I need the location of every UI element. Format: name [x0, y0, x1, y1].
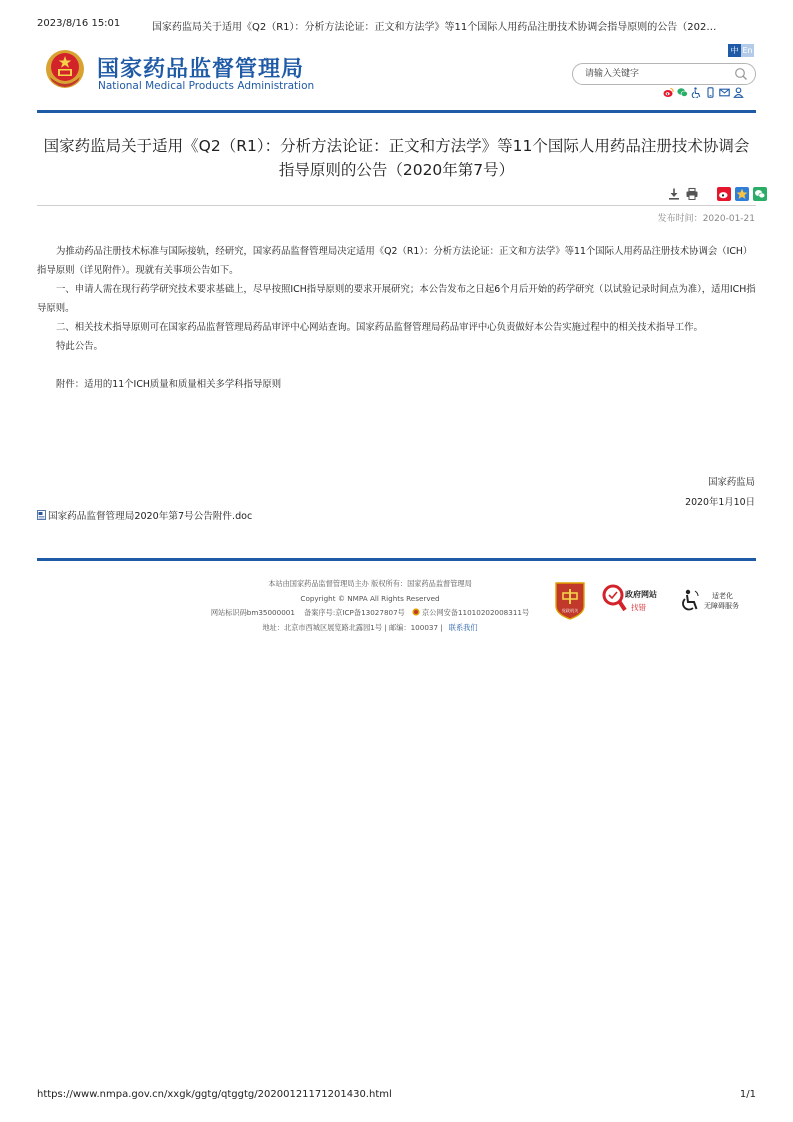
- contact-us-link[interactable]: 联系我们: [448, 622, 478, 632]
- access-subtitle: 无障碍服务: [704, 602, 739, 610]
- elderly-accessibility-service[interactable]: [680, 589, 750, 615]
- signature-date: 2020年1月10日: [685, 496, 755, 508]
- footer-address: [200, 621, 540, 636]
- attachment-note: 附件：适用的11个ICH质量和质量相关多学科指导原则: [56, 379, 282, 390]
- print-icon[interactable]: [685, 187, 699, 201]
- footer-divider: [37, 558, 756, 561]
- signature-block: [685, 473, 755, 512]
- weibo-share-icon[interactable]: [717, 187, 731, 201]
- site-name-cn[interactable]: 国家药品监督管理局: [97, 57, 305, 82]
- weibo-icon[interactable]: [663, 87, 674, 98]
- find-error-icon: [601, 583, 627, 613]
- gov-find-subtitle: 找错: [631, 603, 646, 612]
- police-badge-icon: [412, 608, 420, 616]
- wechat-share-icon[interactable]: [753, 187, 767, 201]
- paragraph: 特此公告。: [56, 341, 103, 352]
- national-emblem-icon[interactable]: [42, 47, 88, 93]
- paragraph: 一、申请人需在现行药学研究技术要求基础上，尽早按照ICH指导原则的要求开展研究；本公告发布之日起6个月后开始的药学研究（以试验记录时间点为准），适用ICH指导原则。: [37, 284, 756, 314]
- article-body: [37, 242, 756, 394]
- article-toolbar: [667, 187, 767, 201]
- address: 地址：北京市西城区展览路北露园1号 | 邮编：100037 |: [262, 622, 443, 632]
- attachment-filename[interactable]: 国家药品监督管理局2020年第7号公告附件.doc: [48, 511, 253, 522]
- footer-sponsor: 本站由国家药品监督管理局主办 版权所有：国家药品监督管理局: [268, 579, 472, 588]
- print-timestamp: 2023/8/16 15:01: [37, 18, 121, 29]
- publish-date-value: 2020-01-21: [702, 214, 755, 224]
- user-icon[interactable]: [733, 87, 744, 98]
- gov-find-title: 政府网站: [625, 590, 657, 599]
- publish-label: 发布时间：: [657, 214, 703, 224]
- search-icon[interactable]: [734, 67, 748, 81]
- public-security-record[interactable]: 京公网安备11010202008311号: [422, 608, 530, 617]
- paragraph: 为推动药品注册技术标准与国际接轨，经研究，国家药品监督管理局决定适用《Q2（R1）：分析方法论证：正文和方法学》等11个国际人用药品注册技术协调会（ICH）指导原则（详见附件）。现就有关事项公告如下。: [37, 246, 753, 276]
- gov-site-find-error[interactable]: [601, 583, 661, 615]
- publish-date: [658, 211, 755, 224]
- signature-org: 国家药监局: [708, 477, 755, 488]
- footer-registration: [200, 606, 540, 621]
- qzone-share-icon[interactable]: [735, 187, 749, 201]
- mail-icon[interactable]: [719, 87, 730, 98]
- article-divider: [37, 205, 756, 206]
- print-page-title: 国家药监局关于适用《Q2（R1）：分析方法论证：正文和方法学》等11个国际人用药品注册技术协调会指导原则的公告（202…: [152, 22, 717, 33]
- site-name-en[interactable]: National Medical Products Administration: [98, 80, 315, 92]
- footer-info: [200, 577, 540, 635]
- download-icon[interactable]: [667, 187, 681, 201]
- header-icon-row: [663, 87, 744, 98]
- icp-record[interactable]: 备案序号:京ICP备13027807号: [304, 608, 405, 617]
- wheelchair-icon: [680, 589, 702, 613]
- paragraph: 二、相关技术指导原则可在国家药品监督管理局药品审评中心网站查询。国家药品监督管理局药品审评中心负责做好本公告实施过程中的相关技术指导工作。: [56, 322, 703, 333]
- search-box: [572, 63, 756, 85]
- site-id: 网站标识码bm35000001: [210, 608, 295, 617]
- lang-en-button[interactable]: En: [742, 46, 753, 55]
- search-input[interactable]: [585, 66, 725, 81]
- access-title: 适老化: [712, 592, 733, 600]
- attachment-link[interactable]: [37, 508, 252, 522]
- accessibility-icon[interactable]: [691, 87, 702, 98]
- badge-label: 党政机关: [561, 608, 579, 613]
- footer-copyright: Copyright © NMPA All Rights Reserved: [300, 593, 440, 603]
- lang-zh-button[interactable]: 中: [728, 44, 741, 57]
- doc-file-icon: [37, 510, 46, 520]
- print-url: https://www.nmpa.gov.cn/xxgk/ggtg/qtggtg/20200121171201430.html: [37, 1089, 392, 1100]
- language-switch: [728, 44, 754, 57]
- wechat-icon[interactable]: [677, 87, 688, 98]
- mobile-icon[interactable]: [705, 87, 716, 98]
- print-page-number: 1/1: [739, 1089, 756, 1100]
- header-divider: [37, 110, 756, 113]
- party-government-badge[interactable]: [554, 580, 586, 620]
- article-title: 国家药监局关于适用《Q2（R1）：分析方法论证：正文和方法学》等11个国际人用药品注册技术协调会指导原则的公告（2020年第7号）: [43, 137, 750, 179]
